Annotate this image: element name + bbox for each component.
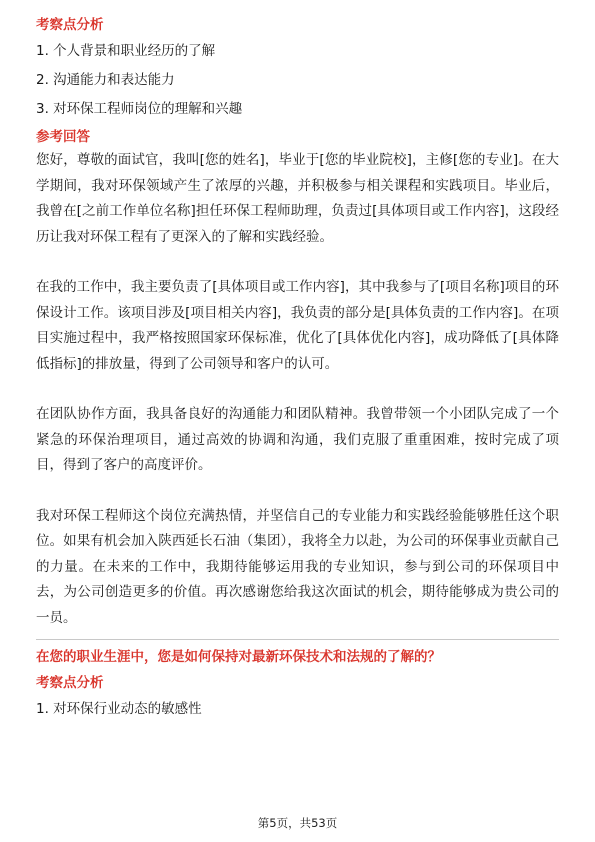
- answer-paragraph: 在团队协作方面，我具备良好的沟通能力和团队精神。我曾带领一个小团队完成了一个紧急的环保治理项目，通过高效的协调和沟通，我们克服了重重困难，按时完成了项目，得到了客户的高度评价。: [36, 406, 559, 473]
- page-footer: 第5页，共53页: [257, 816, 338, 830]
- answer-paragraph: 您好，尊敬的面试官，我叫[您的姓名]，毕业于[您的毕业院校]，主修[您的专业]。在大学期间，我对环保领域产生了浓厚的兴趣，并积极参与相关课程和实践项目。毕业后，我曾在[之前工作单位名称]担任环保工程师助理，负责过[具体项目或工作内容]，这段经历让我对环保工程有了更深入的了解和实践经验。: [36, 152, 559, 245]
- analysis-point: 1. 个人背景和职业经历的了解: [36, 43, 216, 59]
- analysis-heading: 考察点分析: [36, 675, 104, 691]
- answer-paragraph: 在我的工作中，我主要负责了[具体项目或工作内容]，其中我参与了[项目名称]项目的环保设计工作。该项目涉及[项目相关内容]，我负责的部分是[具体负责的工作内容]。在项目实施过程中，我严格按照国家环保标准，优化了[具体优化内容]，成功降低了[具体降低指标]的排放量，得到了公司领导和客户的认可。: [36, 279, 559, 372]
- answer-heading: 参考回答: [36, 129, 90, 145]
- analysis-heading: 考察点分析: [36, 17, 104, 33]
- document-page: [36, 14, 559, 720]
- analysis-point: 1. 对环保行业动态的敏感性: [36, 701, 202, 717]
- analysis-point: 3. 对环保工程师岗位的理解和兴趣: [36, 101, 243, 117]
- answer-paragraph: 我对环保工程师这个岗位充满热情，并坚信自己的专业能力和实践经验能够胜任这个职位。如果有机会加入陕西延长石油（集团），我将全力以赴，为公司的环保事业贡献自己的力量。在未来的工作中，我期待能够运用我的专业知识，参与到公司的环保项目中去，为公司创造更多的价值。再次感谢您给我这次面试的机会，期待能够成为贵公司的一员。: [36, 507, 559, 626]
- section-divider: [36, 639, 559, 640]
- analysis-point: 2. 沟通能力和表达能力: [36, 72, 175, 88]
- question-title: 在您的职业生涯中，您是如何保持对最新环保技术和法规的了解的？: [36, 649, 441, 665]
